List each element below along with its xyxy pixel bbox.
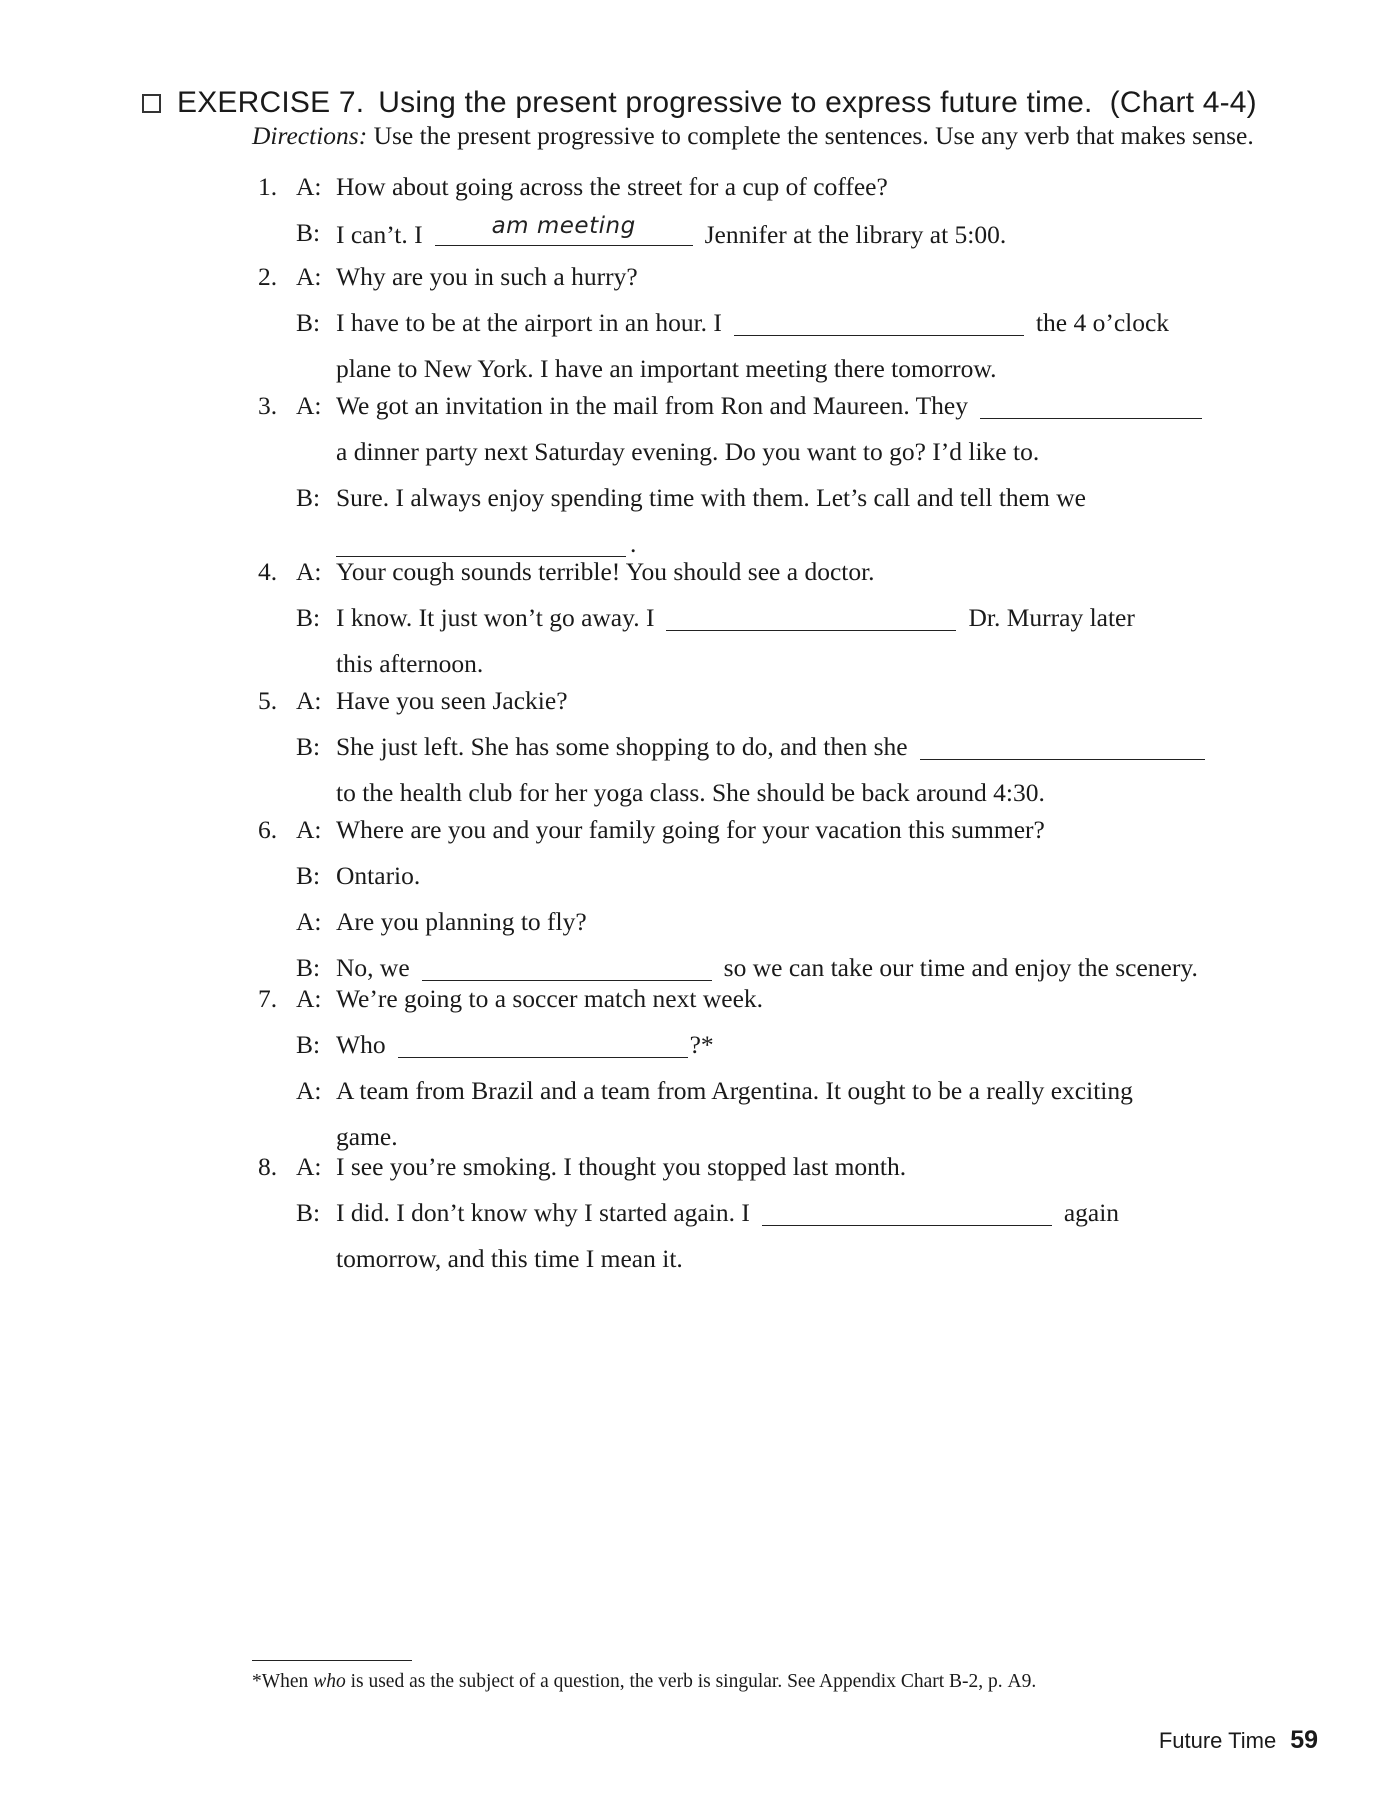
- item-text: I see you’re smoking. I thought you stopped last month.: [336, 1152, 907, 1181]
- answer-blank-1[interactable]: [435, 213, 693, 246]
- footnote-star: *When: [252, 1671, 309, 1692]
- item-number: 5.: [258, 686, 278, 715]
- answer-blank-4[interactable]: [666, 606, 956, 631]
- exercise-item-6: [252, 815, 1332, 999]
- item-number: 2.: [258, 262, 278, 291]
- item-text: this afternoon.: [336, 649, 484, 678]
- item-text: I have to be at the airport in an hour. I: [336, 308, 722, 337]
- item-text: game.: [336, 1122, 398, 1151]
- speaker-b: B:: [296, 218, 321, 247]
- answer-input[interactable]: [398, 1037, 688, 1061]
- section-title: Future Time: [1158, 1728, 1277, 1753]
- item-text: Are you planning to fly?: [336, 907, 587, 936]
- item-text: Dr. Murray later: [968, 603, 1135, 632]
- speaker-b: B:: [296, 732, 321, 761]
- item-text: tomorrow, and this time I mean it.: [336, 1244, 683, 1273]
- answer-input[interactable]: [666, 610, 956, 634]
- speaker-a: A:: [296, 1152, 322, 1181]
- item-text: We got an invitation in the mail from Ron and Maureen. They: [336, 391, 968, 420]
- speaker-b: B:: [296, 483, 321, 512]
- exercise-item-3: [252, 391, 1332, 575]
- item-number: 6.: [258, 815, 278, 844]
- exercise-header: [142, 86, 1257, 120]
- item-text: Sure. I always enjoy spending time with them. Let’s call and tell them we: [336, 483, 1086, 512]
- item-text: A team from Brazil and a team from Argentina. It ought to be a really exciting: [336, 1076, 1133, 1105]
- item-text: plane to New York. I have an important meeting there tomorrow.: [336, 354, 997, 383]
- speaker-a: A:: [296, 984, 322, 1013]
- answer-input[interactable]: [734, 315, 1024, 339]
- chart-reference: (Chart 4-4): [1109, 86, 1257, 119]
- speaker-a: A:: [296, 391, 322, 420]
- answer-input[interactable]: [920, 739, 1205, 763]
- item-text: She just left. She has some shopping to do, and then she: [336, 732, 908, 761]
- speaker-b: B:: [296, 1030, 321, 1059]
- item-text: a dinner party next Saturday evening. Do you want to go? I’d like to.: [336, 437, 1040, 466]
- item-text: I know. It just won’t go away. I: [336, 603, 655, 632]
- answer-input[interactable]: [762, 1205, 1052, 1229]
- answer-input[interactable]: [980, 398, 1202, 422]
- exercise-checkbox[interactable]: [142, 94, 161, 113]
- exercise-item-5: [252, 686, 1332, 824]
- item-number: 4.: [258, 557, 278, 586]
- directions-label: Directions:: [252, 121, 368, 150]
- item-text: Jennifer at the library at 5:00.: [704, 220, 1007, 249]
- speaker-a: A:: [296, 262, 322, 291]
- item-number: 3.: [258, 391, 278, 420]
- item-text: again: [1063, 1198, 1120, 1227]
- exercise-title-text: Using the present progressive to express future time.: [378, 86, 1093, 119]
- item-text: to the health club for her yoga class. She should be back around 4:30.: [336, 778, 1045, 807]
- footnote-page-ref: A9.: [1007, 1671, 1037, 1692]
- directions: [252, 120, 1312, 151]
- item-number: 1.: [258, 172, 278, 201]
- exercise-item-7: [252, 984, 1332, 1168]
- page-footer: [1159, 1726, 1318, 1755]
- item-text: so we can take our time and enjoy the scenery.: [723, 953, 1198, 982]
- item-text: the 4 o’clock: [1035, 308, 1170, 337]
- exercise-label: EXERCISE 7.: [177, 86, 365, 119]
- answer-blank-8[interactable]: [762, 1201, 1052, 1226]
- item-text: I can’t. I: [336, 220, 423, 249]
- footnote-word: who: [313, 1671, 346, 1692]
- exercise-item-1: [252, 172, 1332, 264]
- speaker-a: A:: [296, 686, 322, 715]
- speaker-a: A:: [296, 907, 322, 936]
- item-text: We’re going to a soccer match next week.: [336, 984, 764, 1013]
- footnote-text: is used as the subject of a question, the verb is singular. See Appendix Chart B-2, p.: [350, 1671, 1003, 1692]
- item-text: Have you seen Jackie?: [336, 686, 568, 715]
- answer-blank-7[interactable]: [398, 1033, 688, 1058]
- exercise-title: [177, 86, 1257, 120]
- exercise-item-2: [252, 262, 1332, 400]
- speaker-b: B:: [296, 603, 321, 632]
- handwritten-answer: am meeting: [491, 213, 636, 239]
- speaker-a: A:: [296, 1076, 322, 1105]
- footnote: [252, 1671, 1036, 1693]
- item-number: 8.: [258, 1152, 278, 1181]
- answer-blank-6[interactable]: [422, 956, 712, 981]
- exercise-item-8: [252, 1152, 1332, 1290]
- answer-blank-3b[interactable]: [336, 532, 626, 557]
- speaker-b: B:: [296, 308, 321, 337]
- footnote-rule: [252, 1660, 412, 1661]
- item-text: I did. I don’t know why I started again. I: [336, 1198, 750, 1227]
- item-text: ?*: [689, 1030, 714, 1059]
- speaker-b: B:: [296, 861, 321, 890]
- item-text: Where are you and your family going for your vacation this summer?: [336, 815, 1045, 844]
- item-text: Your cough sounds terrible! You should see a doctor.: [336, 557, 875, 586]
- answer-blank-5[interactable]: [920, 735, 1205, 760]
- item-text: .: [630, 529, 637, 558]
- answer-blank-2[interactable]: [734, 311, 1024, 336]
- exercise-item-4: [252, 557, 1332, 695]
- item-text: How about going across the street for a cup of coffee?: [336, 172, 888, 201]
- directions-text: Use the present progressive to complete the sentences. Use any verb that makes sense.: [373, 121, 1254, 150]
- speaker-b: B:: [296, 953, 321, 982]
- item-number: 7.: [258, 984, 278, 1013]
- answer-blank-3a[interactable]: [980, 394, 1202, 419]
- speaker-a: A:: [296, 815, 322, 844]
- item-text: No, we: [336, 953, 410, 982]
- item-text: Who: [336, 1030, 386, 1059]
- answer-input[interactable]: [422, 960, 712, 984]
- speaker-b: B:: [296, 1198, 321, 1227]
- speaker-a: A:: [296, 557, 322, 586]
- item-text: Ontario.: [336, 861, 421, 890]
- page-number: 59: [1290, 1726, 1318, 1754]
- item-text: Why are you in such a hurry?: [336, 262, 638, 291]
- speaker-a: A:: [296, 172, 322, 201]
